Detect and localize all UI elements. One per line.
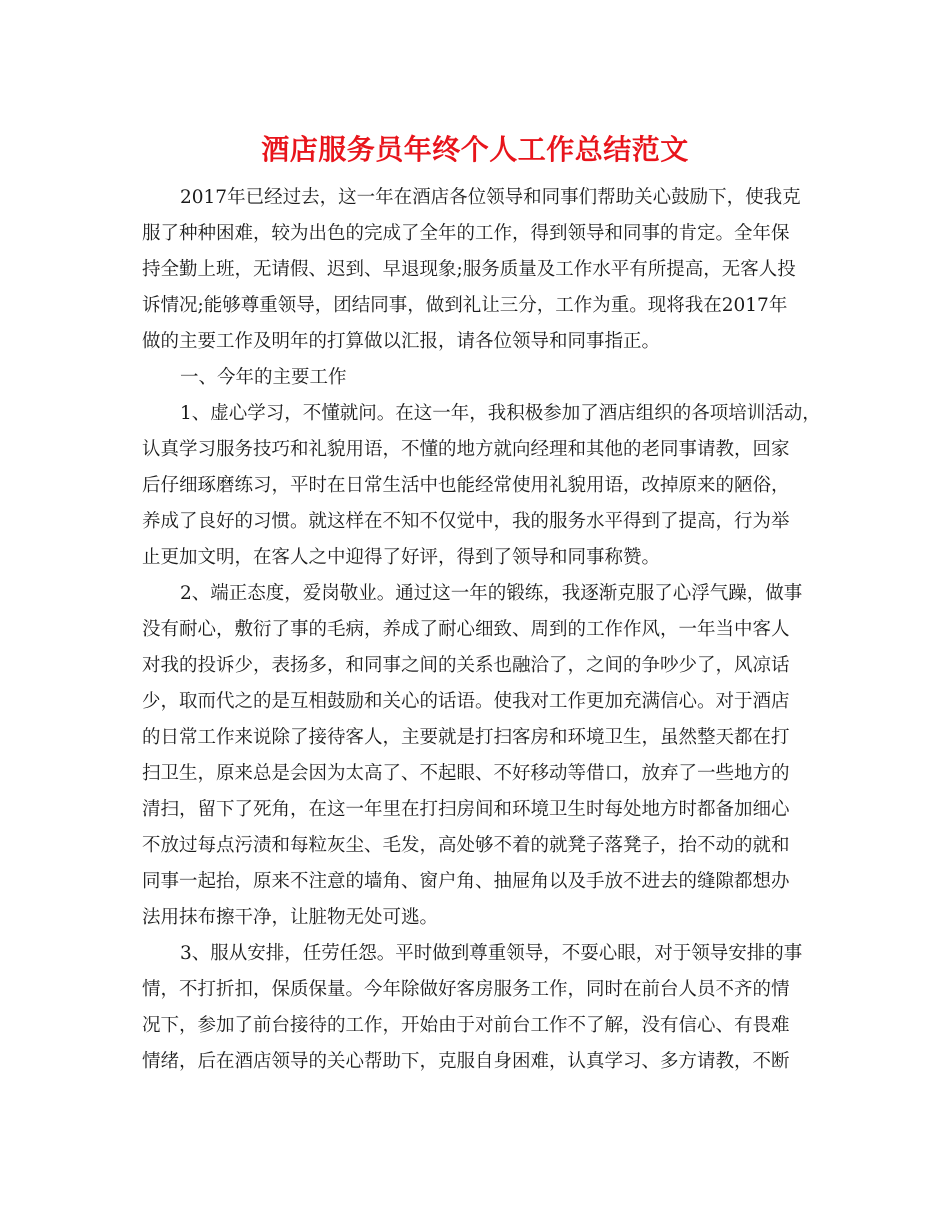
paragraph-first-line: 1、虚心学习，不懂就问。在这一年，我积极参加了酒店组织的各项培训活动， (180, 403, 821, 424)
paragraph-line: 情绪，后在酒店领导的关心帮助下，克服自身困难，认真学习、多方请教，不断 (142, 1051, 790, 1072)
paragraph-line: 后仔细琢磨练习，平时在日常生活中也能经常使用礼貌用语，改掉原来的陋俗， (142, 475, 790, 496)
paragraph-line: 情，不打折扣，保质保量。今年除做好客房服务工作，同时在前台人员不齐的情 (142, 979, 790, 1000)
paragraph-line: 的日常工作来说除了接待客人，主要就是打扫客房和环境卫生，虽然整天都在打 (142, 727, 790, 748)
paragraph-line: 认真学习服务技巧和礼貌用语，不懂的地方就向经理和其他的老同事请教，回家 (142, 439, 790, 460)
paragraph-line: 不放过每点污渍和每粒灰尘、毛发，高处够不着的就凳子落凳子，抬不动的就和 (142, 835, 790, 856)
paragraph-line: 做的主要工作及明年的打算做以汇报，请各位领导和同事指正。 (142, 331, 661, 352)
paragraph-line: 服了种种困难，较为出色的完成了全年的工作，得到领导和同事的肯定。全年保 (142, 223, 790, 244)
paragraph-line: 没有耐心，敷衍了事的毛病，养成了耐心细致、周到的工作作风，一年当中客人 (142, 619, 790, 640)
paragraph-line: 养成了良好的习惯。就这样在不知不仅觉中，我的服务水平得到了提高，行为举 (142, 511, 790, 532)
paragraph-line: 持全勤上班，无请假、迟到、早退现象;服务质量及工作水平有所提高，无客人投 (142, 259, 796, 280)
paragraph-first-line: 2、端正态度，爱岗敬业。通过这一年的锻练，我逐渐克服了心浮气躁，做事 (180, 583, 803, 604)
paragraph-line: 同事一起抬，原来不注意的墙角、窗户角、抽屉角以及手放不进去的缝隙都想办 (142, 871, 790, 892)
paragraph-line: 对我的投诉少，表扬多，和同事之间的关系也融洽了，之间的争吵少了，风凉话 (142, 655, 790, 676)
paragraph-first-line: 一、今年的主要工作 (180, 367, 347, 388)
paragraph-first-line: 3、服从安排，任劳任怨。平时做到尊重领导，不耍心眼，对于领导安排的事 (180, 943, 803, 964)
paragraph-line: 少，取而代之的是互相鼓励和关心的话语。使我对工作更加充满信心。对于酒店 (142, 691, 790, 712)
paragraph-line: 止更加文明，在客人之中迎得了好评，得到了领导和同事称赞。 (142, 547, 661, 568)
paragraph-line: 诉情况;能够尊重领导，团结同事，做到礼让三分，工作为重。现将我在2017年 (142, 295, 788, 316)
paragraph-first-line: 2017年已经过去，这一年在酒店各位领导和同事们帮助关心鼓励下，使我克 (180, 187, 801, 208)
document-body (142, 180, 822, 1080)
paragraph-line: 扫卫生，原来总是会因为太高了、不起眼、不好移动等借口，放弃了一些地方的 (142, 763, 790, 784)
paragraph-line: 清扫，留下了死角，在这一年里在打扫房间和环境卫生时每处地方时都备加细心 (142, 799, 790, 820)
paragraph-line: 法用抹布擦干净，让脏物无处可逃。 (142, 907, 439, 928)
paragraph-line: 况下，参加了前台接待的工作，开始由于对前台工作不了解，没有信心、有畏难 (142, 1015, 790, 1036)
document-title: 酒店服务员年终个人工作总结范文 (261, 133, 689, 166)
